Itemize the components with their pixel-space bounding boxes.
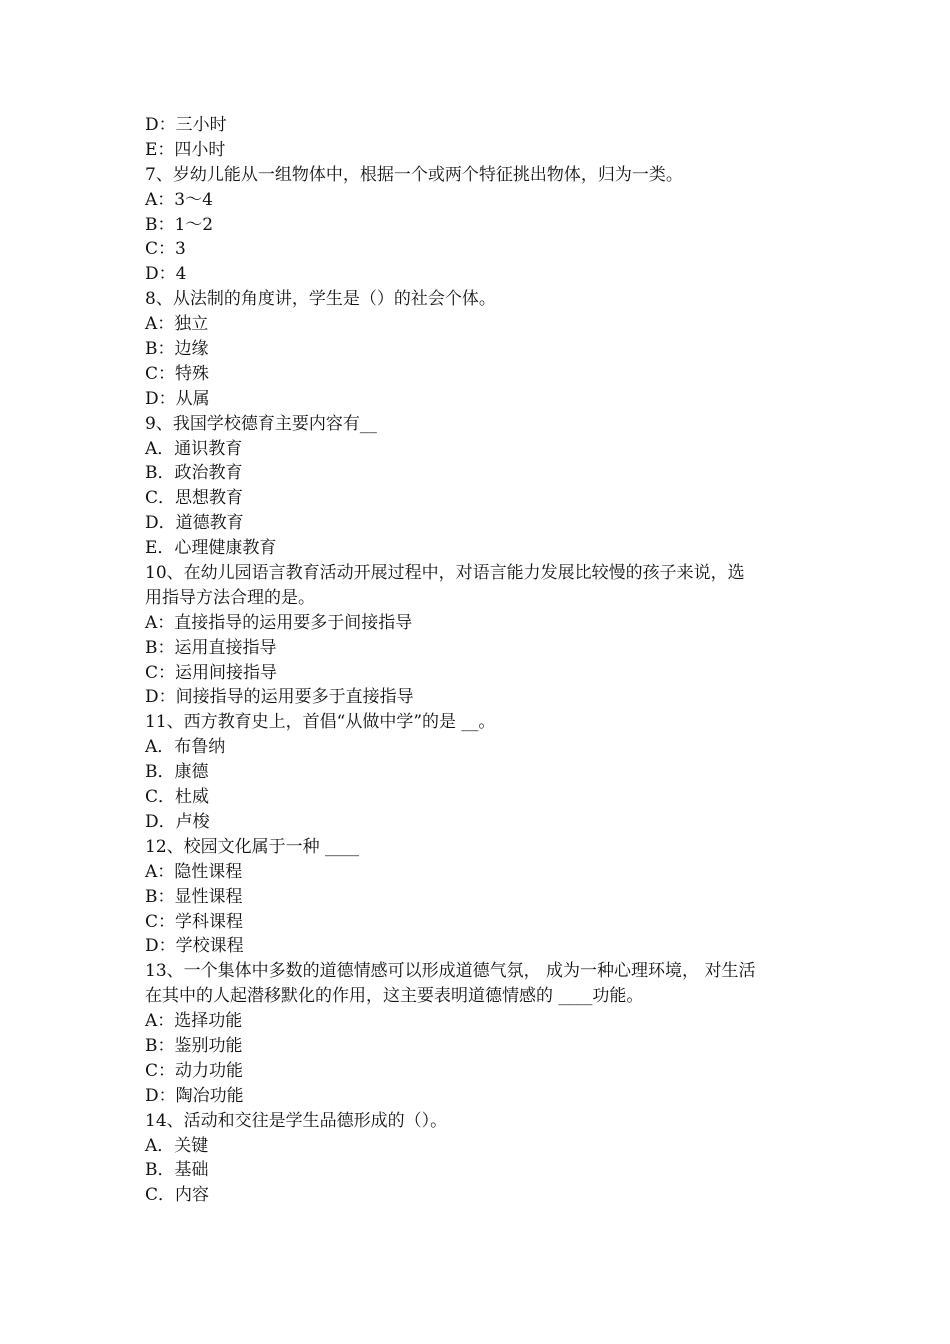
option-line: C．内容 [145, 1185, 210, 1206]
option-line: B：显性课程 [145, 886, 243, 907]
question-14: 14、活动和交往是学生品德形成的（）。 [145, 1110, 448, 1131]
question-13: 13、一个集体中多数的道德情感可以形成道德气氛， 成为一种心理环境， 对生活 [145, 961, 756, 982]
option-line: B：边缘 [145, 339, 209, 360]
option-line: B．康德 [145, 762, 209, 783]
option-line: C：特殊 [145, 363, 210, 384]
option-line: D：学校课程 [145, 936, 244, 957]
question-list [145, 113, 810, 1208]
option-line: A：3～4 [145, 189, 213, 210]
option-line: A．关键 [145, 1135, 209, 1156]
option-line: B：运用直接指导 [145, 637, 277, 658]
option-line: A．布鲁纳 [145, 737, 226, 758]
option-line: C：动力功能 [145, 1060, 244, 1081]
option-line: B．基础 [145, 1160, 209, 1181]
option-line: C：运用间接指导 [145, 662, 278, 683]
option-line: D．卢梭 [145, 811, 210, 832]
option-line: E：四小时 [145, 139, 226, 160]
option-line: D：三小时 [145, 115, 227, 135]
option-line: D．道德教育 [145, 513, 244, 534]
question-8: 8、从法制的角度讲，学生是（）的社会个体。 [145, 289, 496, 310]
question-11: 11、西方教育史上，首倡“从做中学”的是 __。 [145, 712, 496, 733]
option-line: A：独立 [145, 314, 209, 335]
question-12: 12、校园文化属于一种 ____ [145, 836, 360, 857]
option-line: B．政治教育 [145, 463, 243, 484]
option-line: C：学科课程 [145, 911, 244, 932]
option-line: D：4 [145, 264, 187, 285]
option-line: A：选择功能 [145, 1011, 243, 1032]
option-line: C：3 [145, 239, 186, 260]
question-10-continued: 用指导方法合理的是。 [145, 587, 315, 608]
option-line: D：陶冶功能 [145, 1085, 244, 1106]
option-line: C．杜威 [145, 787, 210, 808]
option-line: D：从属 [145, 388, 210, 409]
option-line: A：隐性课程 [145, 861, 243, 882]
option-line: E．心理健康教育 [145, 538, 277, 559]
question-13-continued: 在其中的人起潜移默化的作用，这主要表明道德情感的 ____功能。 [145, 986, 644, 1007]
question-9: 9、我国学校德育主要内容有__ [145, 413, 377, 434]
option-line: A．通识教育 [145, 438, 243, 459]
question-7: 7、岁幼儿能从一组物体中，根据一个或两个特征挑出物体，归为一类。 [145, 164, 683, 185]
option-line: B：鉴别功能 [145, 1035, 243, 1056]
option-line: D：间接指导的运用要多于直接指导 [145, 687, 414, 708]
option-line: A：直接指导的运用要多于间接指导 [145, 612, 413, 633]
option-line: B：1～2 [145, 214, 214, 235]
option-line: C．思想教育 [145, 488, 244, 509]
question-10: 10、在幼儿园语言教育活动开展过程中，对语言能力发展比较慢的孩子来说，选 [145, 563, 745, 584]
